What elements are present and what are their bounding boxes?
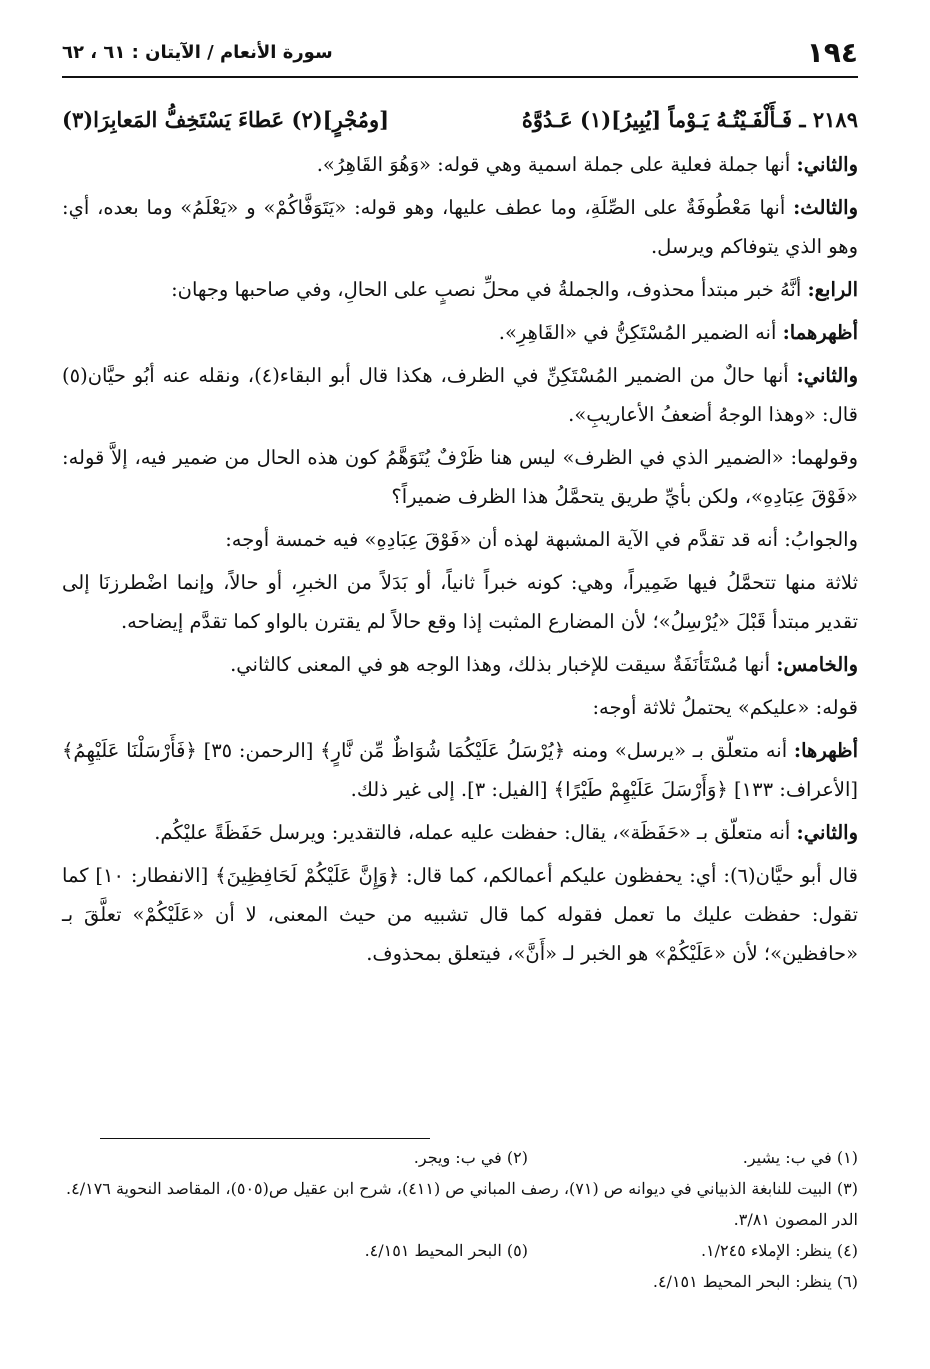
paragraph — [62, 688, 858, 727]
paragraph — [62, 145, 858, 184]
paragraph-lead: أظهرهما: — [782, 321, 858, 344]
paragraph — [62, 520, 858, 559]
paragraph-lead: والثاني: — [796, 821, 858, 844]
paragraph — [62, 270, 858, 309]
footnote: (٣) البيت للنابغة الذبياني في ديوانه ص (٧١)، رصف المباني ص (٤١١)، شرح ابن عقيل ص(٥٠٥)، المقاصد النحوية ٤/١٧٦. الدر المصون ٣/٨١. — [66, 1179, 858, 1229]
paragraph-text: أنَّهُ خبر مبتدأ محذوف، والجملةُ في محلِّ نصبٍ على الحالِ، وفي صاحبها وجهان: — [171, 278, 808, 301]
paragraph — [62, 813, 858, 852]
footnote: (١) في ب: يشير. — [742, 1148, 858, 1167]
poetry-verse — [62, 100, 858, 139]
paragraph-text: أنها مَعْطُوفَةٌ على الصِّلَةِ، وما عطف عليها، وهو قوله: «يَتَوَفَّاكُمْ» و «يَعْلَمُ» وما بعده، أي: وهو الذي يتوفاكم ويرسل. — [62, 196, 858, 258]
paragraph — [62, 188, 858, 266]
paragraph — [62, 438, 858, 516]
footnote: (٤) ينظر: الإملاء ١/٢٤٥. — [700, 1241, 858, 1260]
paragraph-text: ثلاثة منها تتحمَّلُ فيها ضَمِيراً، وهي: كونه خبراً ثانياً، أو بَدَلاً من الخبرِ، أو حالاً، وإنما اضْطرزنَا إلى تقدير مبتدأ قَبْلَ «يُرْسِلُ»؛ لأن المضارع المثبت إذا وقع حالاً لم يقترن بالواو كما تقدَّم إيضاحه. — [62, 571, 858, 633]
paragraph-text: وقولهما: «الضمير الذي في الظرف» ليس هنا ظَرْفٌ يُتَوَهَّمُ كون هذه الحال من ضمير فيه، إلاَّ قوله: «فَوْقَ عِبَادِهِ»، ولكن بأيِّ طريق يتحمَّلُ هذا الظرف ضميراً؟ — [62, 446, 858, 508]
paragraph — [62, 356, 858, 434]
paragraph-text: أنها جملة فعلية على جملة اسمية وهي قوله: «وَهُوَ القَاهِرُ». — [316, 153, 797, 176]
paragraph-lead: والثاني: — [796, 364, 858, 387]
footnote: (٥) البحر المحيط ٤/١٥١. — [364, 1241, 528, 1260]
footnotes — [62, 1142, 858, 1297]
paragraph-text: أنه متعلّق بـ «يرسل» ومنه ﴿يُرْسَلُ عَلَيْكُمَا شُوَاظٌ مِّن نَّارٍ﴾ [الرحمن: ٣٥] ﴿فَأَرْسَلْنَا عَلَيْهِمُ﴾ [الأعراف: ١٣٣] ﴿وَأَرْسَلَ عَلَيْهِمْ طَيْرًا﴾ [الفيل: ٣]. إلى غير ذلك. — [62, 739, 858, 801]
paragraph — [62, 563, 858, 641]
verse-second-hemistich: [ومُجْرٍ](٢) عَطاءَ يَسْتَخِفُّ المَعابِرَا(٣) — [62, 107, 390, 132]
footnote-row — [62, 1142, 858, 1173]
paragraph-text: قوله: «عليكم» يحتملُ ثلاثة أوجه: — [592, 696, 858, 719]
paragraph-lead: الرابع: — [807, 278, 858, 301]
paragraph-text: أنها مُسْتَأنَفَةٌ سيقت للإخبار بذلك، وهذا الوجه هو في المعنى كالثاني. — [230, 653, 777, 676]
paragraph-lead: والخامس: — [776, 653, 858, 676]
paragraph-text: أنه الضمير المُسْتَكِنُّ في «القَاهِرِ». — [498, 321, 783, 344]
page-header — [62, 24, 858, 78]
running-title: سورة الأنعام / الآيتان : ٦١ ، ٦٢ — [62, 42, 333, 63]
footnote-row — [62, 1235, 858, 1266]
footnote: (٢) في ب: ويجر. — [413, 1148, 528, 1167]
paragraph-lead: أظهرها: — [793, 739, 858, 762]
footnote: (٦) ينظر: البحر المحيط ٤/١٥١. — [652, 1272, 858, 1291]
paragraph-text: أنها حالٌ من الضمير المُسْتَكِنِّ في الظرف، هكذا قال أبو البقاء(٤)، ونقله عنه أبُو حيَّان(٥) قال: «وهذا الوجهُ أضعفُ الأعاريبِ». — [62, 364, 858, 426]
paragraph-text: أنه متعلّق بـ «حَفَظَة»، يقال: حفظت عليه عمله، فالتقدير: ويرسل حَفَظَةً عليْكُم. — [154, 821, 797, 844]
paragraph-text: والجوابُ: أنه قد تقدَّم في الآية المشبهة لهذه أن «فَوْقَ عِبَادِهِ» فيه خمسة أوجه: — [225, 528, 858, 551]
main-text — [62, 100, 858, 977]
paragraph-lead: والثاني: — [796, 153, 858, 176]
paragraph-lead: والثالث: — [793, 196, 858, 219]
page-number: ١٩٤ — [806, 36, 858, 69]
paragraph — [62, 856, 858, 973]
paragraph — [62, 731, 858, 809]
verse-first-hemistich: ٢١٨٩ ـ فَـأَلْفَـيْتُـهُ يَـوْماً [يُبِيرُ](١) عَـدُوَّهُ — [521, 107, 858, 132]
paragraph-text: قال أبو حيَّان(٦): أي: يحفظون عليكم أعمالكم، كما قال: ﴿وَإِنَّ عَلَيْكُمْ لَحَافِظِينَ﴾ [الانفطار: ١٠] كما تقول: حفظت عليك ما تعمل فقوله كما قال تشبيه من حيث المعنى، لا أن «عَلَيْكُمْ» تعلَّقَ بـ «حافظين»؛ لأن «عَلَيْكُمْ» هو الخبر لـ «أَنَّ»، فيتعلق بمحذوف. — [62, 864, 858, 965]
paragraph — [62, 313, 858, 352]
footnote-divider — [100, 1138, 430, 1139]
paragraph — [62, 645, 858, 684]
